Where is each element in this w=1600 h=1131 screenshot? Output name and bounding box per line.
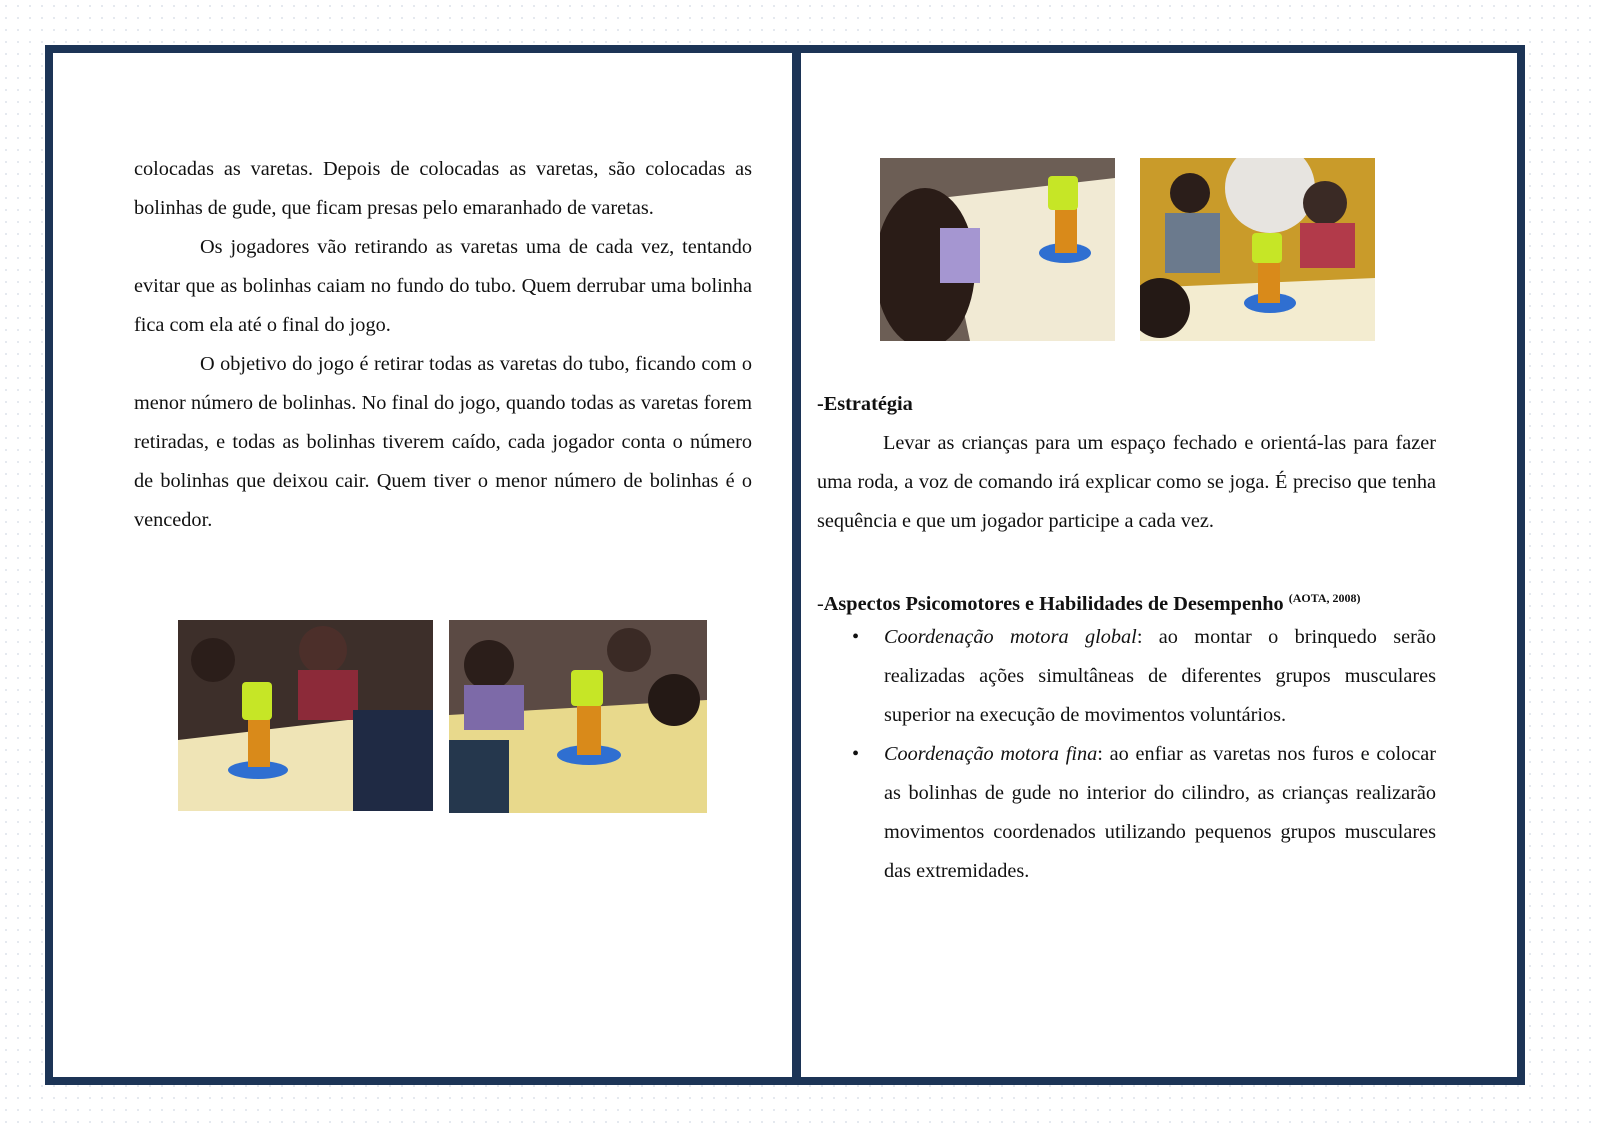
- photo-image: [1140, 158, 1375, 341]
- bullet-term: Coordenação motora fina: [884, 743, 1098, 765]
- bullet-term: Coordenação motora global: [884, 626, 1137, 648]
- photo-image: [449, 620, 707, 813]
- paragraph: colocadas as varetas. Depois de colocadas as varetas, são colocadas as bolinhas de gude, que ficam presas pelo emaranhado de varetas.: [134, 158, 752, 219]
- photo-children-game-4: [1140, 158, 1375, 341]
- page-divider: [792, 45, 801, 1085]
- photo-children-game-1: [178, 620, 433, 811]
- strategy-text: [817, 424, 1436, 541]
- citation: (AOTA, 2008): [1288, 591, 1361, 605]
- list-item: [817, 735, 1436, 891]
- photo-image: [178, 620, 433, 811]
- right-page: [801, 45, 1517, 1085]
- aspects-list: [817, 618, 1436, 891]
- heading-dash: -: [817, 592, 824, 615]
- left-text-block: [134, 150, 752, 540]
- photo-image: [880, 158, 1115, 341]
- bullet-text: : ao enfiar as varetas nos furos e colocar as bolinhas de gude no interior do cilindro, as crianças realizarão movimentos coordenados utilizando pequenos grupos musculares das extremidades.: [884, 743, 1436, 882]
- paragraph: Levar as crianças para um espaço fechado e orientá-las para fazer uma roda, a voz de comando irá explicar como se joga. É preciso que tenha sequência e que um jogador participe a cada vez.: [817, 432, 1436, 532]
- photo-children-game-2: [449, 620, 707, 813]
- photo-children-game-3: [880, 158, 1115, 341]
- list-item: [817, 618, 1436, 735]
- strategy-heading: -Estratégia: [817, 393, 913, 415]
- left-page: [53, 45, 792, 1085]
- bullet-text: : ao montar o brinquedo serão realizadas ações simultâneas de diferentes grupos musculares superior na execução de movimentos voluntários.: [884, 626, 1436, 726]
- paragraph: O objetivo do jogo é retirar todas as varetas do tubo, ficando com o menor número de bolinhas. No final do jogo, quando todas as varetas forem retiradas, e todas as bolinhas tiverem caído, cada jogador conta o número de bolinhas que deixou cair. Quem tiver o menor número de bolinhas é o vencedor.: [134, 353, 752, 531]
- bullet-icon: •: [852, 743, 860, 765]
- paragraph: Os jogadores vão retirando as varetas uma de cada vez, tentando evitar que as bolinhas caiam no fundo do tubo. Quem derrubar uma bolinha fica com ela até o final do jogo.: [134, 236, 752, 336]
- bullet-icon: •: [852, 626, 860, 648]
- aspects-heading-text: Aspectos Psicomotores e Habilidades de Desempenho: [823, 592, 1284, 615]
